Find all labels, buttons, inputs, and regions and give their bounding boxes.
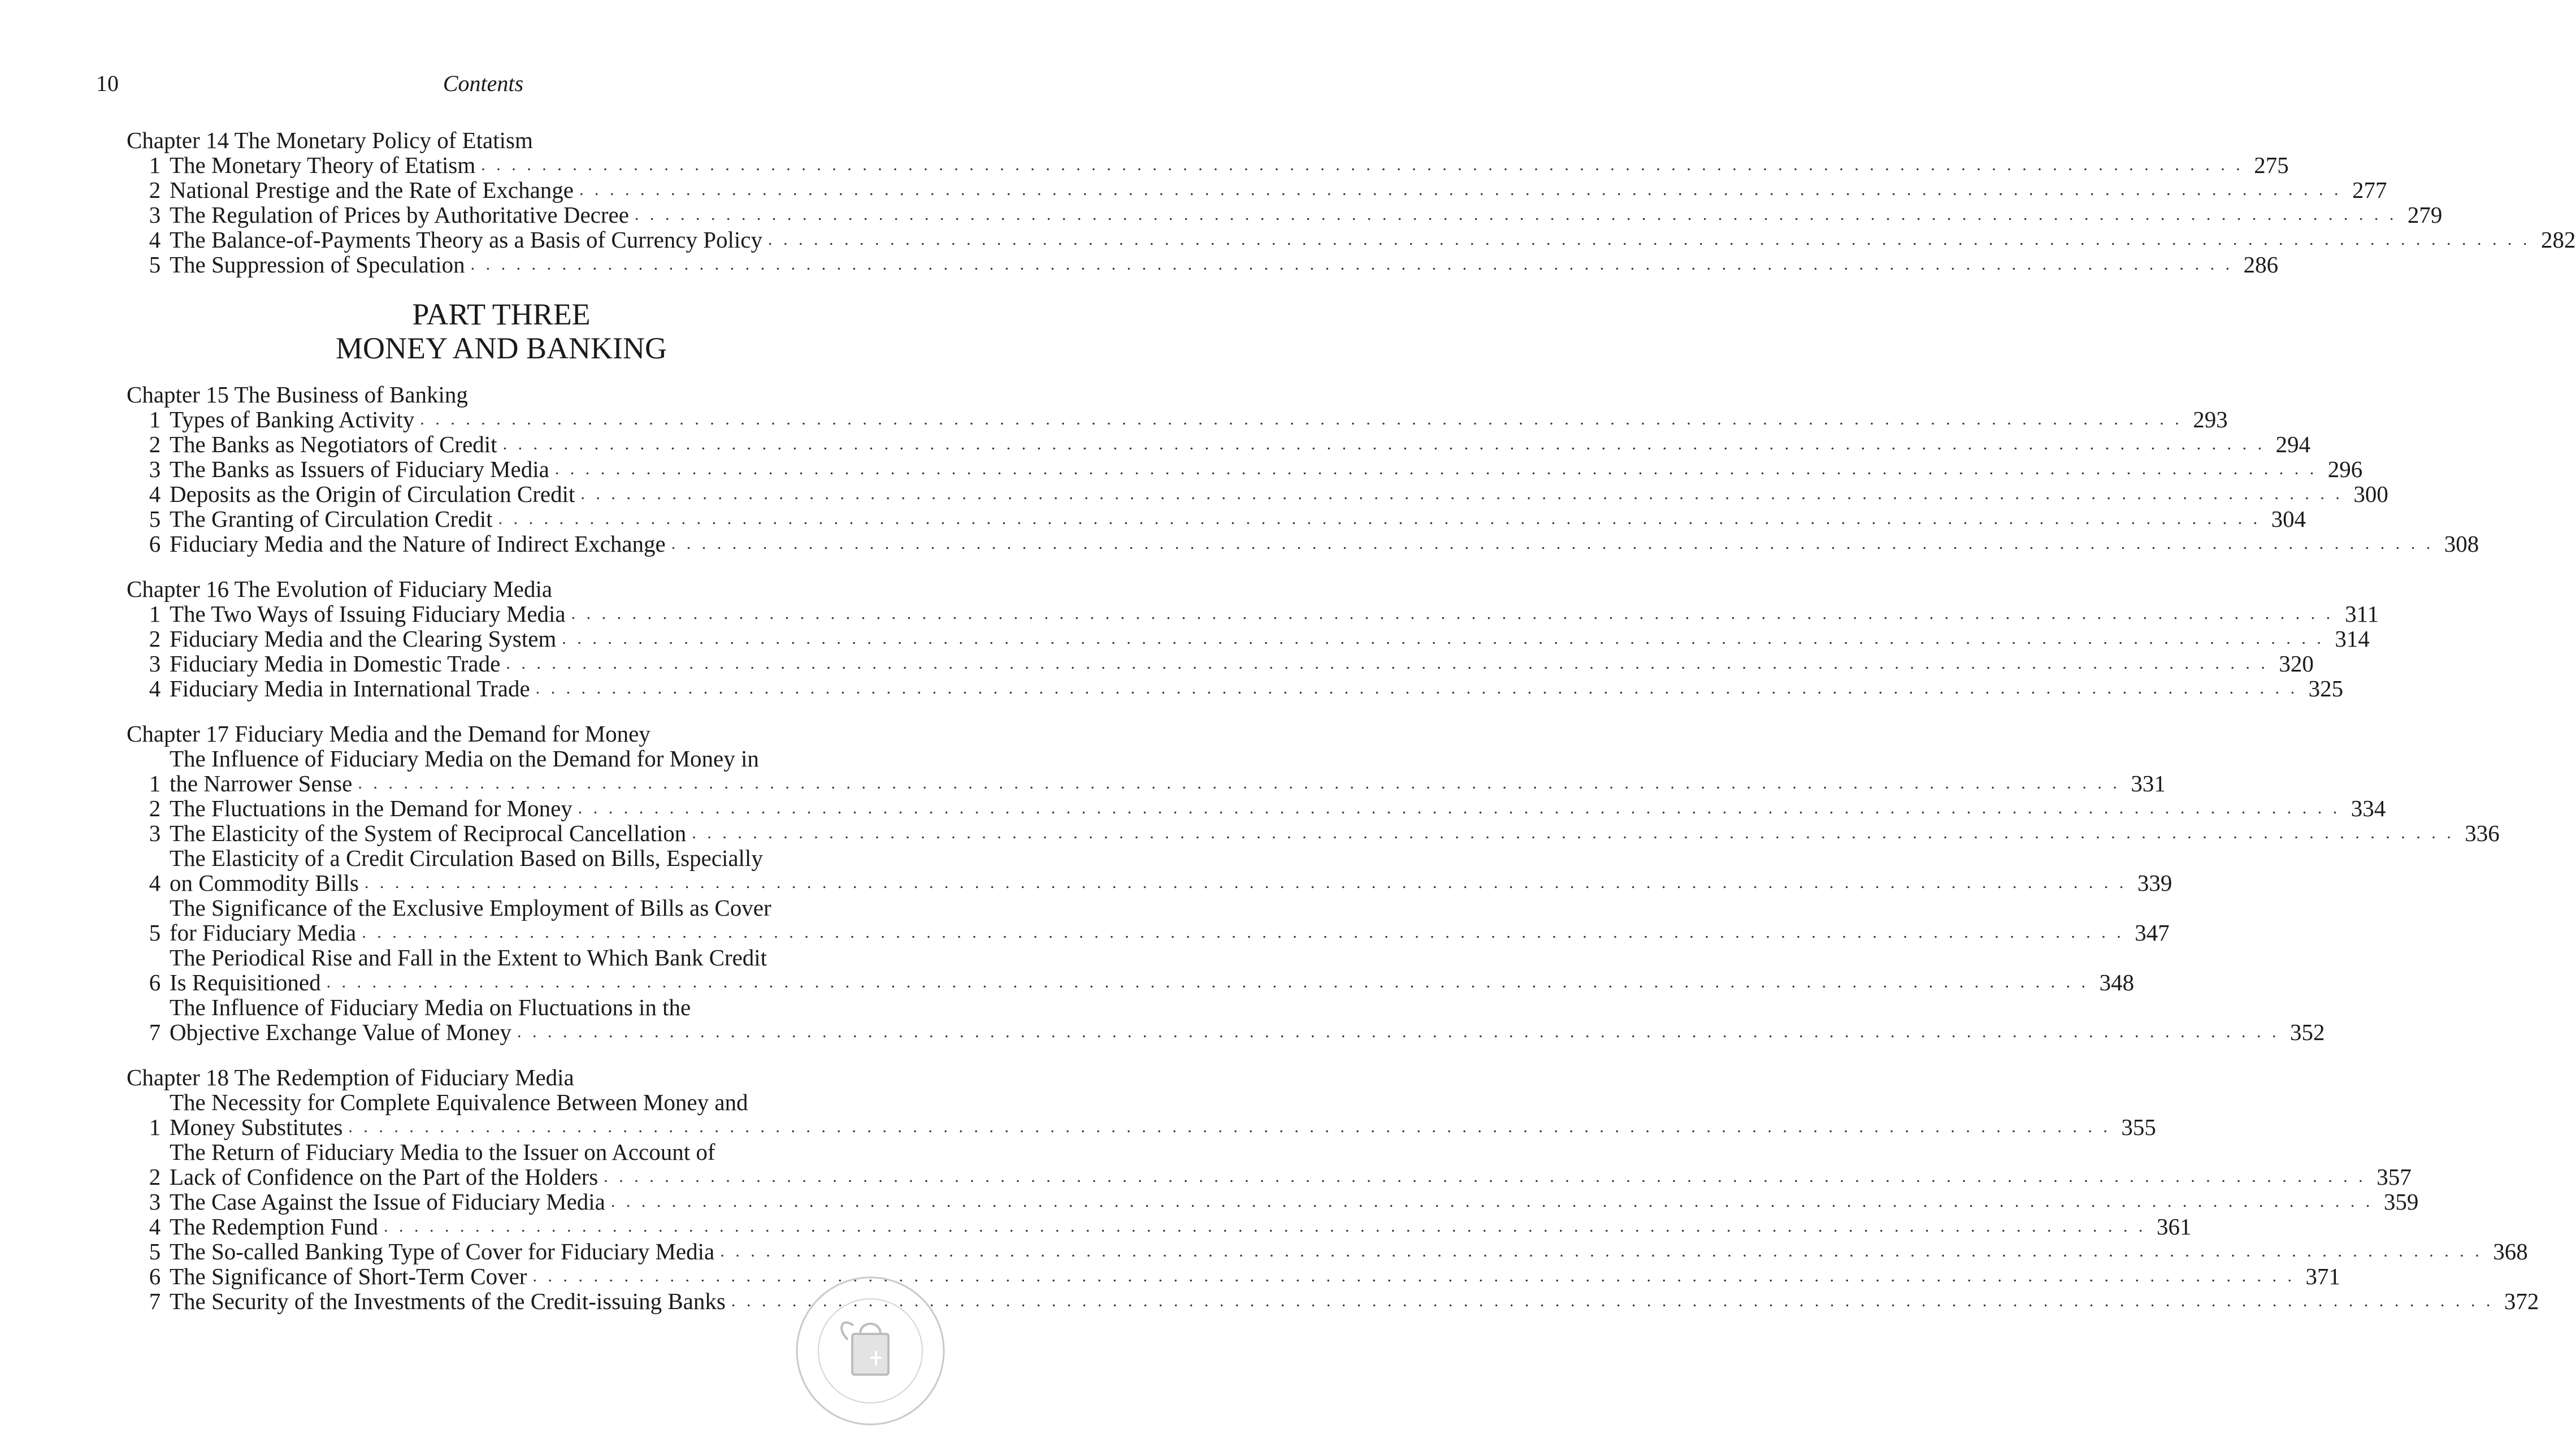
dot-leader [692,821,2454,846]
toc-entry [127,895,2170,946]
entry-title-line1: The Necessity for Complete Equivalence Between Money and [170,1089,748,1115]
chapter-section [127,382,2479,557]
entry-title: The Banks as Issuers of Fiduciary Media [170,456,549,482]
entry-body [170,153,2289,177]
entry-title-line [170,676,2343,701]
entry-number: 2 [149,431,161,457]
entry-page-number: 286 [2243,252,2279,278]
entry-page-number: 296 [2327,456,2363,482]
dot-leader [604,1164,2366,1189]
entry-body [170,531,2479,556]
entry-body [170,1090,2156,1140]
entry-page-number: 361 [2156,1214,2192,1240]
entry-title: The So-called Banking Type of Cover for Fiduciary Media [170,1238,715,1264]
entry-number: 4 [149,675,161,701]
running-header [96,70,870,98]
toc-entry [127,1288,2539,1314]
entry-body [170,676,2343,701]
chapters-before-part [127,127,2576,278]
page-number: 10 [96,71,119,96]
entry-page-number: 311 [2345,601,2379,627]
dot-leader [580,482,2343,506]
entry-title: The Granting of Circulation Credit [170,506,493,532]
dot-leader [481,153,2244,177]
entry-number: 2 [149,626,161,652]
toc-entry [127,820,2500,846]
entry-title-line1: The Elasticity of a Credit Circulation Based on Bills, Especially [170,845,763,871]
toc-entry [127,651,2314,677]
dot-leader [768,227,2531,252]
dot-leader [327,970,2089,995]
entry-page-number: 282 [2541,227,2576,253]
entry-title-line [170,870,2172,895]
toc-entry [127,531,2479,557]
entry-page-number: 352 [2289,1019,2325,1045]
entry-page-number: 320 [2279,651,2314,677]
entry-number: 6 [149,969,161,995]
toc-entry [127,202,2443,228]
entry-page-number: 355 [2121,1114,2156,1140]
entry-title-line1: The Periodical Rise and Fall in the Extent to Which Bank Credit [170,945,767,971]
entry-title-line [170,482,2388,506]
chapter-section [127,576,2379,701]
entry-title: National Prestige and the Rate of Exchange [170,177,574,203]
toc-entry [127,1189,2419,1215]
entry-body [170,626,2370,651]
entry-number: 5 [149,506,161,532]
entry-title-line [170,1289,2539,1314]
entry-title: The Two Ways of Issuing Fiduciary Media [170,601,566,627]
entry-number: 6 [149,1263,161,1289]
entry-number: 3 [149,1189,161,1215]
entry-title: The Security of the Investments of the Credit-issuing Banks [170,1288,726,1314]
entry-title-line [170,1239,2528,1264]
entry-number: 3 [149,456,161,482]
entry-page-number: 336 [2465,820,2500,846]
entry-page-number: 293 [2193,406,2228,432]
entry-number: 3 [149,651,161,677]
entry-number: 4 [149,481,161,507]
entry-number: 1 [149,152,161,178]
entry-number: 1 [149,1114,161,1140]
entry-number: 1 [149,601,161,627]
entry-body [170,895,2170,945]
running-title: Contents [443,71,524,96]
entry-title: Is Requisitioned [170,969,321,995]
entry-title: Objective Exchange Value of Money [170,1019,511,1045]
toc-entry [127,506,2306,532]
entry-body [170,995,2325,1045]
entry-number: 2 [149,1164,161,1190]
entry-page-number: 371 [2305,1263,2340,1289]
entry-number: 7 [149,1019,161,1045]
entry-page-number: 294 [2275,431,2311,457]
entry-title: Types of Banking Activity [170,406,415,432]
dot-leader [671,531,2434,556]
entry-number: 3 [149,820,161,846]
toc-entry [127,845,2172,896]
entry-title: Lack of Confidence on the Part of the Holders [170,1164,599,1190]
chapters-after-part [127,382,2539,1314]
entry-title: Fiduciary Media and the Nature of Indirect Exchange [170,531,666,557]
entry-number: 3 [149,202,161,228]
dot-leader [506,651,2269,676]
entry-title-line [170,1214,2191,1239]
toc-entry [127,1263,2340,1289]
entry-page-number: 275 [2254,152,2289,178]
entry-title-line [170,920,2170,945]
entry-title-line [170,407,2228,432]
entry-title-line [170,252,2278,277]
entry-page-number: 331 [2131,770,2166,796]
toc-entry [127,945,2135,995]
entry-number: 2 [149,795,161,821]
toc-entry [127,456,2363,482]
entry-title-line [170,1164,2412,1189]
entry-title: The Balance-of-Payments Theory as a Basis of Currency Policy [170,227,763,253]
entry-title-line1: The Influence of Fiduciary Media on the Demand for Money in [170,746,759,772]
toc-entry [127,152,2289,178]
entry-title: on Commodity Bills [170,870,359,896]
entry-title-line [170,1189,2418,1214]
entry-title: The Suppression of Speculation [170,252,465,278]
entry-body [170,482,2388,506]
entry-title-line [170,626,2370,651]
toc-entry [127,746,2166,796]
toc-entry [127,626,2370,652]
entry-title-line [170,1020,2325,1045]
toc-entry [127,601,2379,627]
entry-title: The Monetary Theory of Etatism [170,152,476,178]
dot-leader [720,1239,2483,1264]
dot-leader [420,407,2183,432]
entry-title: the Narrower Sense [170,770,353,796]
entry-title-line [170,153,2289,177]
entry-page-number: 347 [2135,920,2170,946]
toc-entry [127,675,2344,701]
entry-body [170,407,2228,432]
entry-page-number: 368 [2493,1238,2528,1264]
dot-leader [384,1214,2146,1239]
entry-number: 4 [149,227,161,253]
entry-title: The Significance of Short-Term Cover [170,1263,527,1289]
entry-page-number: 348 [2099,969,2135,995]
entry-title-line [170,457,2362,482]
entry-body [170,252,2278,277]
entry-number: 5 [149,252,161,278]
entry-number: 1 [149,770,161,796]
toc-entry [127,1089,2156,1140]
entry-title-line [170,796,2386,821]
entry-title-line1: The Influence of Fiduciary Media on Fluctuations in the [170,994,691,1020]
dot-leader [555,457,2318,482]
entry-title-line1: The Return of Fiduciary Media to the Issuer on Account of [170,1139,715,1165]
chapter-heading: Chapter 18 The Redemption of Fiduciary Media [127,1064,574,1090]
entry-page-number: 325 [2308,675,2344,701]
chapter-heading: Chapter 15 The Business of Banking [127,382,468,408]
entry-body [170,177,2387,202]
entry-title: The Case Against the Issue of Fiduciary Media [170,1189,605,1215]
entry-page-number: 314 [2335,626,2370,652]
entry-body [170,202,2442,227]
dot-leader [571,601,2334,626]
part-title: MONEY AND BANKING [336,331,667,365]
entry-title-line [170,1115,2156,1140]
entry-page-number: 339 [2137,870,2172,896]
entry-title: The Banks as Negotiators of Credit [170,431,497,457]
dot-leader [365,870,2127,895]
dot-leader [578,796,2341,821]
entry-body [170,506,2306,531]
entry-title-line [170,601,2379,626]
entry-title: Fiduciary Media and the Clearing System [170,626,557,652]
chapter-section [127,721,2500,1045]
chapter-heading: Chapter 17 Fiduciary Media and the Demand for Money [127,721,650,747]
entry-title-line [170,202,2442,227]
entry-title-line [170,821,2500,846]
dot-leader [348,1115,2111,1140]
chapter-section [127,1064,2539,1314]
entry-body [170,227,2576,252]
entry-body [170,746,2166,796]
entry-number: 5 [149,920,161,946]
chapter-heading: Chapter 16 The Evolution of Fiduciary Media [127,576,553,602]
toc-entry [127,177,2387,203]
entry-body [170,1214,2191,1239]
dot-leader [611,1189,2374,1214]
entry-page-number: 300 [2353,481,2388,507]
part-heading [0,297,876,365]
toc-entry [127,252,2279,278]
entry-body [170,821,2500,846]
entry-title-line [170,227,2576,252]
entry-body [170,1189,2418,1214]
entry-body [170,1239,2528,1264]
toc-entry [127,1238,2528,1264]
entry-title: The Redemption Fund [170,1214,378,1240]
entry-body [170,945,2134,995]
entry-title: Money Substitutes [170,1114,343,1140]
dot-leader [517,1020,2280,1045]
toc-entry [127,481,2388,507]
toc-entry [127,431,2311,457]
entry-body [170,432,2310,457]
entry-number: 4 [149,1214,161,1240]
entry-number: 4 [149,870,161,896]
entry-page-number: 334 [2351,795,2386,821]
entry-title-line1: The Significance of the Exclusive Employment of Bills as Cover [170,895,771,921]
entry-title: Fiduciary Media in International Trade [170,675,530,701]
entry-number: 1 [149,406,161,432]
entry-number: 6 [149,531,161,557]
entry-number: 2 [149,177,161,203]
toc-entry [127,227,2576,253]
entry-page-number: 277 [2352,177,2387,203]
watermark-seal [786,1266,955,1436]
toc-entry [127,1214,2192,1240]
entry-title-line [170,432,2310,457]
entry-title-line [170,177,2387,202]
part-number: PART THREE [412,297,591,331]
table-of-contents [127,127,2576,1334]
entry-body [170,1289,2539,1314]
entry-page-number: 308 [2444,531,2479,557]
dot-leader [579,177,2342,202]
entry-body [170,651,2314,676]
toc-entry [127,795,2386,821]
dot-leader [635,202,2397,227]
dot-leader [498,506,2261,531]
entry-number: 7 [149,1288,161,1314]
entry-body [170,1140,2412,1189]
toc-entry [127,406,2228,432]
chapter-section [127,127,2576,278]
entry-title-line [170,970,2134,995]
entry-title-line [170,1264,2340,1289]
dot-leader [362,920,2124,945]
entry-page-number: 279 [2407,202,2443,228]
entry-body [170,1264,2340,1289]
gift-bag-icon [842,1323,888,1375]
dot-leader [536,676,2299,701]
entry-title-line [170,506,2306,531]
entry-title: Fiduciary Media in Domestic Trade [170,651,501,677]
entry-title: for Fiduciary Media [170,920,357,946]
dot-leader [471,252,2234,277]
entry-title: The Fluctuations in the Demand for Money [170,795,573,821]
entry-page-number: 357 [2376,1164,2412,1190]
entry-body [170,846,2172,895]
entry-body [170,601,2379,626]
entry-page-number: 304 [2271,506,2306,532]
dot-leader [503,432,2266,457]
toc-entry [127,994,2325,1045]
toc-entry [127,1139,2412,1190]
dot-leader [562,626,2325,651]
chapter-heading: Chapter 14 The Monetary Policy of Etatism [127,127,533,153]
entry-body [170,796,2386,821]
entry-number: 5 [149,1238,161,1264]
entry-title-line [170,771,2166,796]
entry-title-line [170,651,2314,676]
entry-title-line [170,531,2479,556]
entry-title: The Elasticity of the System of Reciprocal Cancellation [170,820,687,846]
entry-page-number: 372 [2504,1288,2539,1314]
dot-leader [358,771,2120,796]
entry-title: The Regulation of Prices by Authoritative Decree [170,202,629,228]
entry-title: Deposits as the Origin of Circulation Credit [170,481,575,507]
dot-leader [731,1289,2494,1314]
entry-page-number: 359 [2383,1189,2419,1215]
entry-body [170,457,2362,482]
